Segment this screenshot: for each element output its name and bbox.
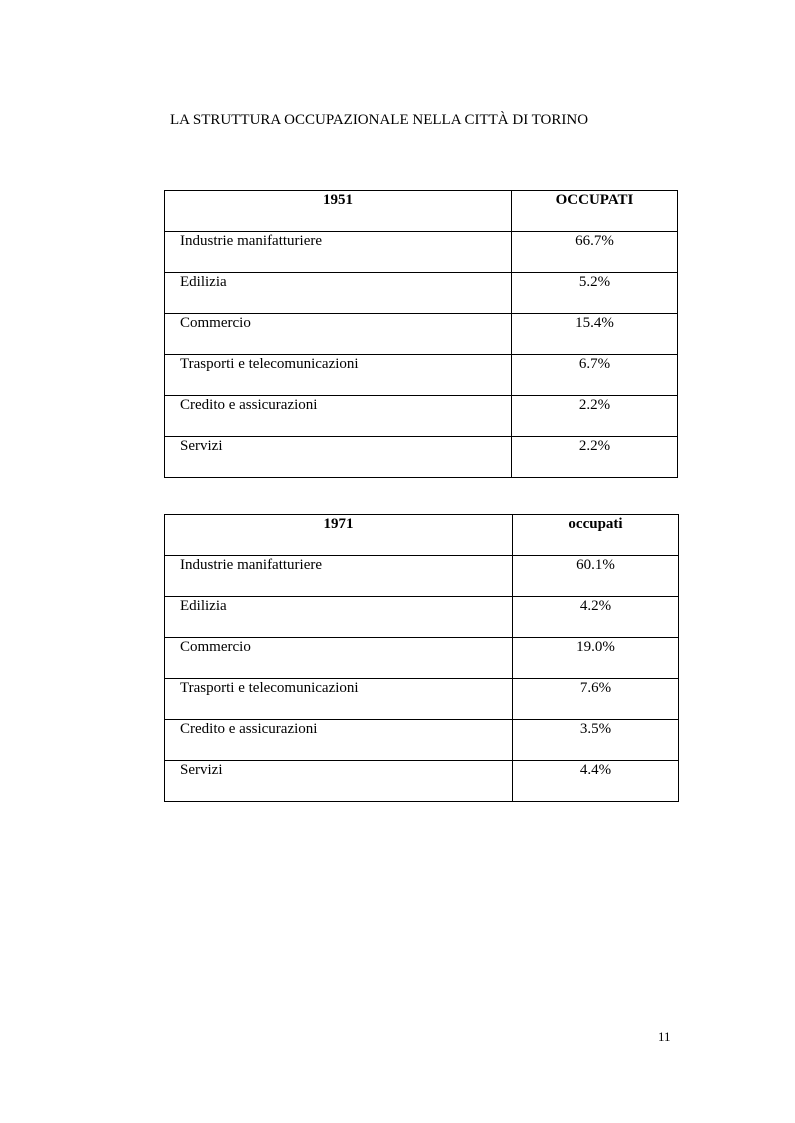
sector-value: 19.0%: [513, 638, 679, 679]
page-number: 11: [658, 1029, 671, 1044]
sector-value: 2.2%: [512, 396, 678, 437]
sector-value: 3.5%: [513, 720, 679, 761]
table-row: [165, 679, 679, 720]
sector-label: Edilizia: [165, 273, 512, 314]
sector-value: 4.4%: [513, 761, 679, 802]
table-header-row: [165, 191, 678, 232]
table-row: [165, 314, 678, 355]
table-row: [165, 597, 679, 638]
sector-label: Industrie manifatturiere: [165, 232, 512, 273]
table-row: [165, 232, 678, 273]
sector-label: Servizi: [165, 761, 513, 802]
sector-value: 66.7%: [512, 232, 678, 273]
table-row: [165, 437, 678, 478]
sector-label: Trasporti e telecomunicazioni: [165, 679, 513, 720]
table-1971: [164, 514, 679, 802]
table-row: [165, 638, 679, 679]
table-1951: [164, 190, 678, 478]
sector-label: Commercio: [165, 638, 513, 679]
table-header-row: [165, 515, 679, 556]
page-title: LA STRUTTURA OCCUPAZIONALE NELLA CITTÀ DI TORINO: [170, 112, 589, 128]
table-row: [165, 720, 679, 761]
sector-label: Servizi: [165, 437, 512, 478]
sector-label: Credito e assicurazioni: [165, 396, 512, 437]
sector-label: Trasporti e telecomunicazioni: [165, 355, 512, 396]
occupati-header: occupati: [513, 515, 679, 556]
sector-value: 60.1%: [513, 556, 679, 597]
sector-value: 4.2%: [513, 597, 679, 638]
table-row: [165, 556, 679, 597]
sector-value: 6.7%: [512, 355, 678, 396]
year-header: 1951: [165, 191, 512, 232]
sector-label: Industrie manifatturiere: [165, 556, 513, 597]
sector-value: 5.2%: [512, 273, 678, 314]
sector-label: Commercio: [165, 314, 512, 355]
sector-value: 7.6%: [513, 679, 679, 720]
sector-label: Edilizia: [165, 597, 513, 638]
table-row: [165, 761, 679, 802]
table-row: [165, 355, 678, 396]
year-header: 1971: [165, 515, 513, 556]
table-row: [165, 396, 678, 437]
table-row: [165, 273, 678, 314]
occupati-header: OCCUPATI: [512, 191, 678, 232]
sector-value: 2.2%: [512, 437, 678, 478]
sector-label: Credito e assicurazioni: [165, 720, 513, 761]
sector-value: 15.4%: [512, 314, 678, 355]
